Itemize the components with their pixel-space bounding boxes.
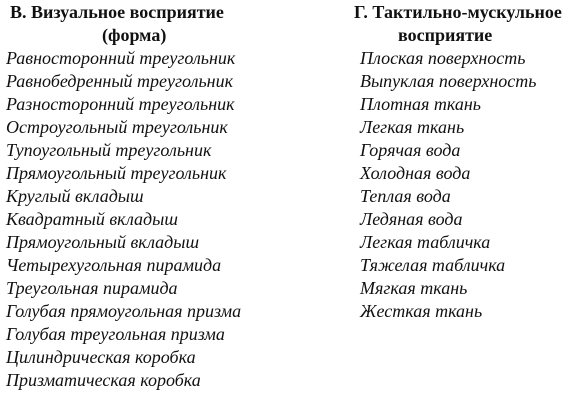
list-item: Цилиндрическая коробка xyxy=(6,347,196,367)
list-item: Призматическая коробка xyxy=(6,370,201,390)
list-item: Горячая вода xyxy=(360,140,461,160)
list-item: Прямоугольный вкладыш xyxy=(6,232,200,252)
list-item: Голубая прямоугольная призма xyxy=(6,301,242,321)
visual-perception-heading-line1: В. Визуальное восприятие xyxy=(10,2,224,22)
list-item: Равносторонний треугольник xyxy=(6,48,236,68)
list-item: Разносторонний треугольник xyxy=(6,94,235,114)
list-item: Ледяная вода xyxy=(360,209,463,229)
visual-perception-heading xyxy=(6,0,306,47)
visual-perception-list xyxy=(6,47,306,392)
list-item: Прямоугольный треугольник xyxy=(6,163,227,183)
list-item: Выпуклая поверхность xyxy=(360,71,537,91)
tactile-perception-heading xyxy=(340,0,576,47)
tactile-perception-heading-line2: восприятие xyxy=(398,25,493,45)
visual-perception-column xyxy=(6,0,306,392)
list-item: Плотная ткань xyxy=(360,94,481,114)
list-item: Легкая ткань xyxy=(360,117,465,137)
list-item: Легкая табличка xyxy=(360,232,491,252)
list-item: Тупоугольный треугольник xyxy=(6,140,212,160)
list-item: Круглый вкладыш xyxy=(6,186,144,206)
list-item: Треугольная пирамида xyxy=(6,278,178,298)
visual-perception-heading-line2: (форма) xyxy=(102,25,167,45)
list-item: Четырехугольная пирамида xyxy=(6,255,222,275)
list-item: Квадратный вкладыш xyxy=(6,209,178,229)
tactile-perception-heading-line1: Г. Тактильно-мускульное xyxy=(354,2,562,22)
tactile-perception-list xyxy=(340,47,576,323)
list-item: Остроугольный треугольник xyxy=(6,117,228,137)
list-item: Плоская поверхность xyxy=(360,48,526,68)
list-item: Равнобедренный треугольник xyxy=(6,71,233,91)
tactile-perception-column xyxy=(340,0,576,323)
list-item: Холодная вода xyxy=(360,163,471,183)
list-item: Теплая вода xyxy=(360,186,451,206)
list-item: Жесткая ткань xyxy=(360,301,483,321)
list-item: Мягкая ткань xyxy=(360,278,468,298)
list-item: Тяжелая табличка xyxy=(360,255,506,275)
list-item: Голубая треугольная призма xyxy=(6,324,225,344)
